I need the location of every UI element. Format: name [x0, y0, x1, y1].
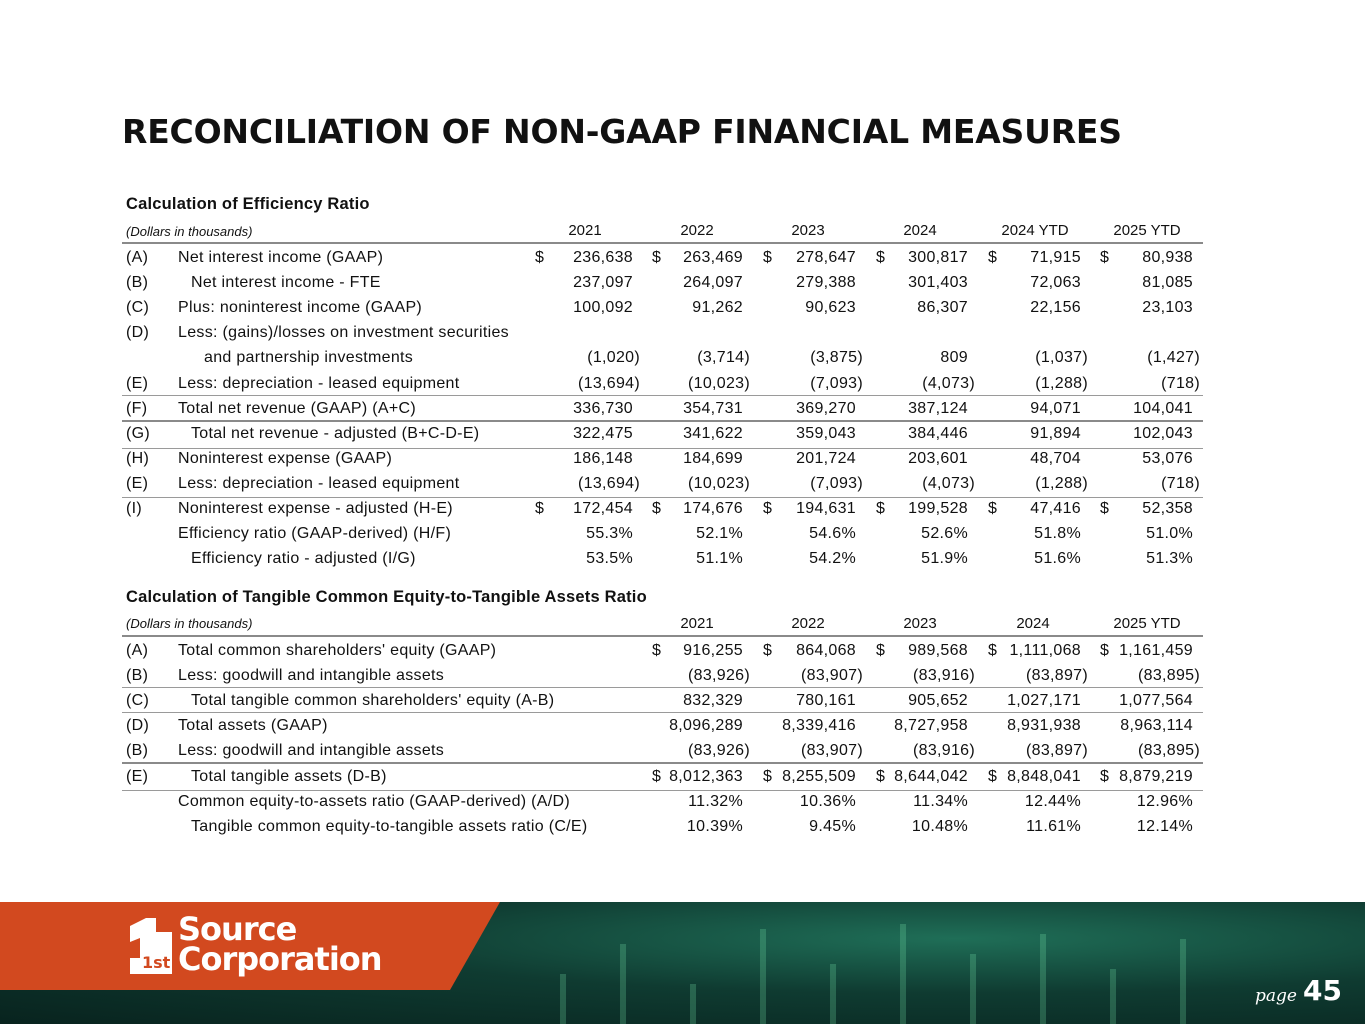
cell-value: (7,093) — [810, 474, 863, 492]
cell-value: 264,097 — [683, 274, 743, 292]
cell-value: (10,023) — [688, 374, 750, 392]
cell-value: 1,111,068 — [1009, 642, 1081, 659]
row-label: Noninterest expense (GAAP) — [178, 449, 393, 467]
cell-value: 354,731 — [683, 399, 743, 417]
column-header: 2022 — [791, 615, 825, 632]
row-code: (E) — [126, 474, 149, 492]
cell-value: (4,073) — [922, 374, 975, 392]
column-header: 2024 — [903, 222, 937, 239]
cell-value: 172,454 — [573, 500, 633, 517]
column-header: 2023 — [791, 222, 825, 239]
currency-symbol: $ — [763, 767, 773, 785]
cell-value: 71,915 — [1030, 249, 1081, 266]
cell-value: (1,037) — [1035, 349, 1088, 367]
cell-value: 341,622 — [683, 424, 743, 442]
table-rule — [122, 635, 1203, 637]
row-label: Total tangible common shareholders' equity (A-B) — [191, 692, 555, 710]
cell-value: 54.2% — [809, 550, 856, 568]
cell-value: 236,638 — [573, 249, 633, 266]
cell-value: 279,388 — [796, 274, 856, 292]
table-row — [0, 546, 1365, 571]
cell-value: (1,288) — [1035, 374, 1088, 392]
cell-value: (83,916) — [913, 667, 975, 685]
cell-value: 52.1% — [696, 525, 743, 543]
row-label: Noninterest expense - adjusted (H-E) — [178, 500, 453, 517]
row-code: (B) — [126, 742, 149, 760]
table-row — [0, 638, 1365, 663]
table-row — [0, 320, 1365, 345]
page-title: RECONCILIATION OF NON-GAAP FINANCIAL MEASURES — [122, 112, 1122, 151]
cell-value: 51.8% — [1034, 525, 1081, 543]
table-row — [0, 496, 1365, 521]
row-code: (D) — [126, 717, 150, 735]
cell-value: 8,879,219 — [1119, 767, 1193, 785]
cell-value: (718) — [1161, 374, 1200, 392]
cell-value: 90,623 — [805, 299, 856, 317]
row-code: (E) — [126, 374, 149, 392]
cell-value: 53.5% — [586, 550, 633, 568]
cell-value: (83,926) — [688, 667, 750, 685]
cell-value: 91,262 — [692, 299, 743, 317]
column-header: 2024 YTD — [1001, 222, 1069, 239]
currency-symbol: $ — [652, 500, 662, 517]
currency-symbol: $ — [988, 642, 998, 659]
column-header: 2021 — [680, 615, 714, 632]
table-row — [0, 814, 1365, 839]
cell-value: 359,043 — [796, 424, 856, 442]
units-note: (Dollars in thousands) — [126, 224, 253, 239]
cell-value: 72,063 — [1030, 274, 1081, 292]
column-header: 2021 — [568, 222, 602, 239]
currency-symbol: $ — [535, 249, 545, 266]
cell-value: 10.39% — [686, 817, 743, 835]
cell-value: 11.61% — [1026, 817, 1081, 835]
cell-value: 12.14% — [1136, 817, 1193, 835]
cell-value: 102,043 — [1133, 424, 1193, 442]
cell-value: (1,288) — [1035, 474, 1088, 492]
cell-value: 174,676 — [683, 500, 743, 517]
column-header: 2024 — [1016, 615, 1050, 632]
table-row — [0, 688, 1365, 713]
column-header: 2023 — [903, 615, 937, 632]
row-code: (B) — [126, 667, 149, 685]
cell-value: 81,085 — [1142, 274, 1193, 292]
row-label: Less: depreciation - leased equipment — [178, 374, 460, 392]
cell-value: 8,931,938 — [1007, 717, 1081, 735]
cell-value: 387,124 — [908, 399, 968, 417]
cell-value: 8,339,416 — [782, 717, 856, 735]
currency-symbol: $ — [988, 767, 998, 785]
currency-symbol: $ — [1100, 500, 1110, 517]
table-row — [0, 345, 1365, 370]
cell-value: 278,647 — [796, 249, 856, 266]
cell-value: (7,093) — [810, 374, 863, 392]
cell-value: 51.9% — [921, 550, 968, 568]
currency-symbol: $ — [876, 500, 886, 517]
table-row — [0, 446, 1365, 471]
table-rule — [122, 242, 1203, 244]
cell-value: (3,714) — [697, 349, 750, 367]
page-number: 45 — [1303, 974, 1342, 1007]
currency-symbol: $ — [988, 500, 998, 517]
cell-value: 23,103 — [1142, 299, 1193, 317]
cell-value: 8,096,289 — [669, 717, 743, 735]
cell-value: 186,148 — [573, 449, 633, 467]
cell-value: 8,727,958 — [894, 717, 968, 735]
currency-symbol: $ — [1100, 767, 1110, 785]
cell-value: 91,894 — [1030, 424, 1081, 442]
row-code: (C) — [126, 299, 150, 317]
cell-value: (1,427) — [1147, 349, 1200, 367]
cell-value: 104,041 — [1133, 399, 1193, 417]
cell-value: 12.44% — [1024, 792, 1081, 810]
cell-value: 336,730 — [573, 399, 633, 417]
row-label: Less: (gains)/losses on investment securities — [178, 324, 509, 342]
table-row — [0, 713, 1365, 738]
cell-value: 52,358 — [1142, 500, 1193, 517]
table-row — [0, 471, 1365, 496]
row-label: Efficiency ratio - adjusted (I/G) — [191, 550, 416, 568]
cell-value: 11.34% — [913, 792, 968, 810]
cell-value: 10.36% — [799, 792, 856, 810]
cell-value: 199,528 — [908, 500, 968, 517]
table-row — [0, 764, 1365, 789]
cell-value: 8,963,114 — [1120, 717, 1193, 735]
cell-value: 47,416 — [1030, 500, 1081, 517]
row-label: Net interest income - FTE — [191, 274, 381, 292]
currency-symbol: $ — [1100, 249, 1110, 266]
cell-value: (83,907) — [801, 667, 863, 685]
row-label: and partnership investments — [204, 349, 414, 367]
cell-value: 100,092 — [573, 299, 633, 317]
currency-symbol: $ — [876, 642, 886, 659]
cell-value: (83,895) — [1138, 667, 1200, 685]
cell-value: 51.6% — [1034, 550, 1081, 568]
cell-value: 9.45% — [809, 817, 856, 835]
cell-value: (83,895) — [1138, 742, 1200, 760]
currency-symbol: $ — [652, 767, 662, 785]
cell-value: 1,161,459 — [1119, 642, 1193, 659]
cell-value: (83,926) — [688, 742, 750, 760]
row-label: Total assets (GAAP) — [178, 717, 328, 735]
currency-symbol: $ — [988, 249, 998, 266]
row-code: (C) — [126, 692, 150, 710]
cell-value: 905,652 — [908, 692, 968, 710]
table-row — [0, 270, 1365, 295]
table-row — [0, 396, 1365, 421]
currency-symbol: $ — [876, 767, 886, 785]
row-code: (B) — [126, 274, 149, 292]
row-code: (A) — [126, 642, 149, 659]
table-row — [0, 789, 1365, 814]
row-label: Less: depreciation - leased equipment — [178, 474, 460, 492]
row-label: Total tangible assets (D-B) — [191, 767, 387, 785]
cell-value: 55.3% — [586, 525, 633, 543]
row-label: Net interest income (GAAP) — [178, 249, 384, 266]
logo-word-corporation: Corporation — [178, 940, 382, 978]
cell-value: (83,907) — [801, 742, 863, 760]
row-label: Less: goodwill and intangible assets — [178, 742, 445, 760]
currency-symbol: $ — [1100, 642, 1110, 659]
row-label: Total common shareholders' equity (GAAP) — [178, 642, 497, 659]
currency-symbol: $ — [763, 500, 773, 517]
cell-value: 194,631 — [796, 500, 856, 517]
cell-value: 237,097 — [573, 274, 633, 292]
cell-value: (10,023) — [688, 474, 750, 492]
cell-value: (1,020) — [587, 349, 640, 367]
currency-symbol: $ — [763, 249, 773, 266]
cell-value: (3,875) — [810, 349, 863, 367]
cell-value: 80,938 — [1142, 249, 1193, 266]
cell-value: 1,077,564 — [1119, 692, 1193, 710]
cell-value: (83,897) — [1026, 742, 1088, 760]
section-title: Calculation of Efficiency Ratio — [126, 195, 370, 213]
cell-value: (83,897) — [1026, 667, 1088, 685]
currency-symbol: $ — [652, 642, 662, 659]
cell-value: 864,068 — [796, 642, 856, 659]
row-code: (I) — [126, 500, 143, 517]
section-title: Calculation of Tangible Common Equity-to-Tangible Assets Ratio — [126, 588, 647, 606]
cell-value: 322,475 — [573, 424, 633, 442]
cell-value: (83,916) — [913, 742, 975, 760]
cell-value: 184,699 — [683, 449, 743, 467]
column-header: 2025 YTD — [1113, 222, 1181, 239]
cell-value: 86,307 — [917, 299, 968, 317]
row-label: Tangible common equity-to-tangible assets ratio (C/E) — [191, 817, 588, 835]
cell-value: 8,255,509 — [782, 767, 856, 785]
row-code: (G) — [126, 424, 151, 442]
cell-value: 12.96% — [1136, 792, 1193, 810]
cell-value: 51.0% — [1146, 525, 1193, 543]
row-label: Total net revenue - adjusted (B+C-D-E) — [191, 424, 480, 442]
row-code: (D) — [126, 324, 150, 342]
cell-value: 809 — [940, 349, 968, 367]
row-label: Less: goodwill and intangible assets — [178, 667, 445, 685]
table-row — [0, 371, 1365, 396]
units-note: (Dollars in thousands) — [126, 616, 253, 631]
cell-value: 203,601 — [908, 449, 968, 467]
currency-symbol: $ — [763, 642, 773, 659]
cell-value: 22,156 — [1030, 299, 1081, 317]
cell-value: (13,694) — [578, 474, 640, 492]
cell-value: 94,071 — [1030, 399, 1081, 417]
cell-value: 53,076 — [1142, 449, 1193, 467]
table-row — [0, 295, 1365, 320]
first-source-logo-icon — [128, 918, 172, 974]
cell-value: 8,848,041 — [1007, 767, 1081, 785]
currency-symbol: $ — [652, 249, 662, 266]
table-row — [0, 738, 1365, 763]
column-header: 2022 — [680, 222, 714, 239]
page-label: page — [1255, 986, 1297, 1006]
row-code: (A) — [126, 249, 149, 266]
cell-value: 780,161 — [796, 692, 856, 710]
cell-value: 51.1% — [696, 550, 743, 568]
cell-value: 48,704 — [1030, 449, 1081, 467]
cell-value: 1,027,171 — [1007, 692, 1081, 710]
currency-symbol: $ — [535, 500, 545, 517]
cell-value: 916,255 — [683, 642, 743, 659]
table-row — [0, 521, 1365, 546]
cell-value: 989,568 — [908, 642, 968, 659]
cell-value: 263,469 — [683, 249, 743, 266]
column-header: 2025 YTD — [1113, 615, 1181, 632]
row-code: (E) — [126, 767, 149, 785]
row-label: Common equity-to-assets ratio (GAAP-derived) (A/D) — [178, 792, 570, 810]
cell-value: 52.6% — [921, 525, 968, 543]
cell-value: 301,403 — [908, 274, 968, 292]
cell-value: 54.6% — [809, 525, 856, 543]
row-code: (H) — [126, 449, 150, 467]
cell-value: 369,270 — [796, 399, 856, 417]
cell-value: 832,329 — [683, 692, 743, 710]
table-row — [0, 245, 1365, 270]
cell-value: 51.3% — [1146, 550, 1193, 568]
table-row — [0, 663, 1365, 688]
cell-value: 10.48% — [911, 817, 968, 835]
cell-value: 300,817 — [908, 249, 968, 266]
row-label: Plus: noninterest income (GAAP) — [178, 299, 423, 317]
logo-word-source: Source — [178, 910, 297, 948]
cell-value: (13,694) — [578, 374, 640, 392]
currency-symbol: $ — [876, 249, 886, 266]
logo-mark-text: 1st — [142, 953, 171, 972]
cell-value: 201,724 — [796, 449, 856, 467]
row-label: Efficiency ratio (GAAP-derived) (H/F) — [178, 525, 452, 543]
cell-value: (718) — [1161, 474, 1200, 492]
table-row — [0, 421, 1365, 446]
cell-value: 8,012,363 — [669, 767, 743, 785]
cell-value: 11.32% — [688, 792, 743, 810]
cell-value: (4,073) — [922, 474, 975, 492]
cell-value: 8,644,042 — [894, 767, 968, 785]
row-label: Total net revenue (GAAP) (A+C) — [178, 399, 416, 417]
cell-value: 384,446 — [908, 424, 968, 442]
row-code: (F) — [126, 399, 148, 417]
